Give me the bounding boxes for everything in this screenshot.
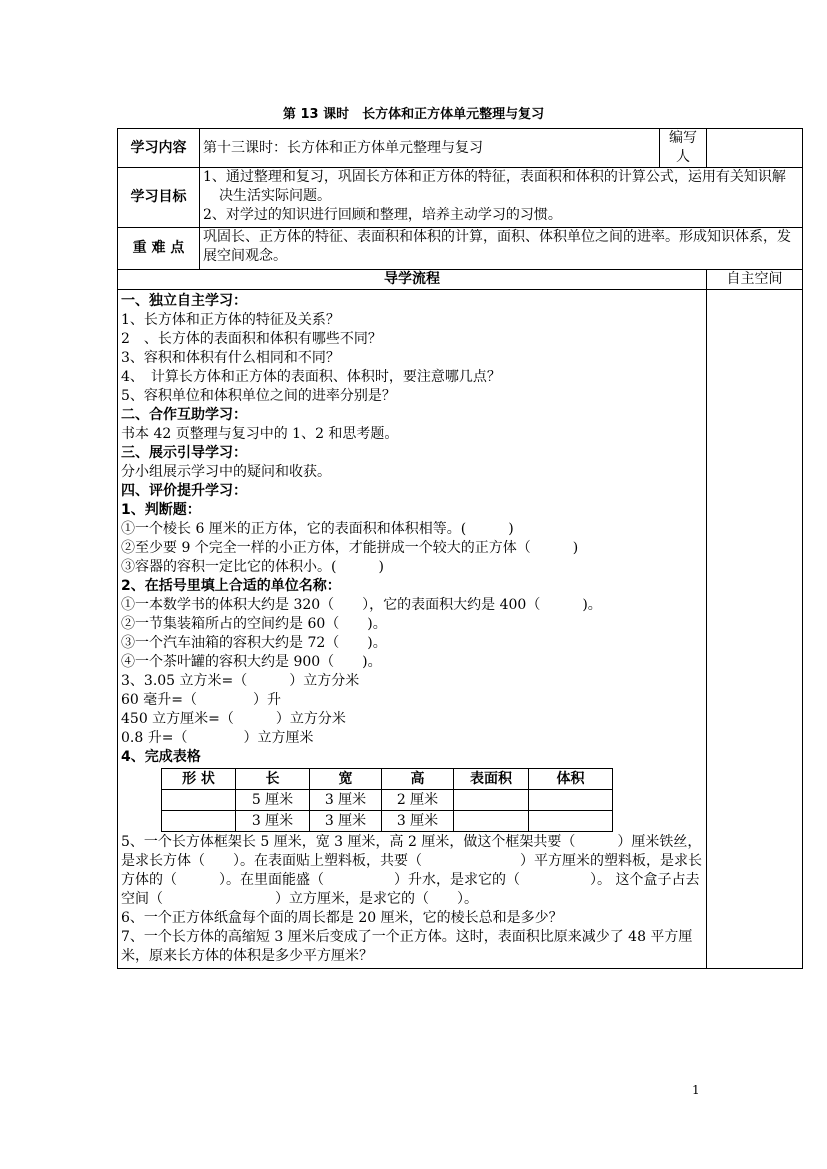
page-number: 1	[692, 1083, 700, 1097]
s1-q4: 4、 计算长方体和正方体的表面积、体积时，要注意哪几点？	[121, 369, 501, 385]
table-cell	[162, 790, 236, 811]
convert-1: 3、3.05 立方米=（ ）立方分米	[121, 673, 360, 689]
s1-q2: 2 、长方体的表面积和体积有哪些不同？	[121, 331, 382, 347]
section4-heading: 四、评价提升学习：	[121, 483, 247, 499]
table-cell	[454, 790, 529, 811]
fill-4: ④一个茶叶罐的容积大约是 900（ )。	[121, 654, 382, 670]
flow-header: 导学流程	[118, 270, 707, 290]
section1-heading: 一、独立自主学习：	[121, 293, 247, 309]
key-points-label: 重 难 点	[118, 228, 200, 270]
section3-heading: 三、展示引导学习：	[121, 445, 247, 461]
table-cell	[454, 811, 529, 832]
fill-heading: 2、在括号里填上合适的单位名称：	[121, 578, 341, 594]
shape-header: 形 状	[162, 769, 236, 790]
goals-label: 学习目标	[118, 168, 200, 228]
page-title: 第 13 课时 长方体和正方体单元整理与复习	[282, 107, 545, 122]
table-row	[162, 790, 613, 811]
table-cell	[529, 811, 613, 832]
fill-3: ③一个汽车油箱的容积大约是 72（ )。	[121, 635, 387, 651]
length-header: 长	[236, 769, 310, 790]
section2-heading: 二、合作互助学习：	[121, 407, 247, 423]
content-value: 第十三课时：长方体和正方体单元整理与复习	[200, 129, 660, 168]
s3-text: 分小组展示学习中的疑问和收获。	[121, 464, 331, 480]
question-5: 5、一个长方体框架长 5 厘米，宽 3 厘米，高 2 厘米，做这个框架共要（ ）厘米铁丝，是求长方体（ ）。在表面贴上塑料板，共要（ ）平方厘米的塑料板，是求长方体的（ ）。在里面能盛（ ）升水，是求它的（ ）。 这个盒子占去空间（ ）立方厘米，是求它的（ ）。	[121, 834, 702, 907]
key-points-text: 巩固长、正方体的特征、表面积和体积的计算，面积、体积单位之间的进率。形成知识体系，发展空间观念。	[200, 228, 803, 270]
convert-2: 60 毫升=（ ）升	[121, 692, 281, 708]
height-header: 高	[382, 769, 454, 790]
judge-2: ②至少要 9 个完全一样的小正方体，才能拼成一个较大的正方体（ )	[121, 540, 579, 556]
table-cell	[162, 811, 236, 832]
table-cell: 3 厘米	[382, 811, 454, 832]
judge-heading: 1、判断题：	[121, 502, 201, 518]
table-cell: 3 厘米	[310, 811, 382, 832]
goals-content	[200, 168, 803, 228]
volume-header: 体积	[529, 769, 613, 790]
question-6: 6、一个正方体纸盒每个面的周长都是 20 厘米，它的棱长总和是多少？	[121, 910, 563, 926]
s1-q3: 3、容积和体积有什么相同和不同？	[121, 350, 340, 366]
flow-content	[118, 290, 707, 969]
content-label: 学习内容	[118, 129, 200, 168]
self-space-area	[707, 290, 803, 969]
goal-item-1: 1、通过整理和复习，巩固长方体和正方体的特征，表面积和体积的计算公式，运用有关知识解决生活实际问题。	[203, 169, 786, 204]
convert-3: 450 立方厘米=（ ）立方分米	[121, 711, 346, 727]
fill-2: ②一节集装箱所占的空间约是 60（ )。	[121, 616, 387, 632]
judge-1: ①一个棱长 6 厘米的正方体，它的表面积和体积相等。( )	[121, 521, 514, 537]
s1-q5: 5、容积单位和体积单位之间的进率分别是？	[121, 388, 396, 404]
table-cell: 3 厘米	[310, 790, 382, 811]
goal-item-2: 2、对学过的知识进行回顾和整理，培养主动学习的习惯。	[203, 207, 562, 223]
table-cell: 2 厘米	[382, 790, 454, 811]
table-heading: 4、完成表格	[121, 749, 201, 765]
table-cell	[529, 790, 613, 811]
s2-text: 书本 42 页整理与复习中的 1、2 和思考题。	[121, 426, 399, 442]
table-cell: 3 厘米	[236, 811, 310, 832]
width-header: 宽	[310, 769, 382, 790]
table-cell: 5 厘米	[236, 790, 310, 811]
shape-table	[161, 768, 613, 832]
question-7: 7、一个长方体的高缩短 3 厘米后变成了一个正方体。这时，表面积比原来减少了 48 平方厘米，原来长方体的体积是多少平方厘米？	[121, 929, 693, 964]
s1-q1: 1、长方体和正方体的特征及关系？	[121, 312, 340, 328]
fill-1: ①一本数学书的体积大约是 320（ ），它的表面积大约是 400（ )。	[121, 597, 602, 613]
author-value	[707, 129, 803, 168]
lesson-table	[117, 128, 803, 969]
author-label: 编写人	[660, 129, 707, 168]
table-row	[162, 811, 613, 832]
surface-area-header: 表面积	[454, 769, 529, 790]
convert-4: 0.8 升=（ ）立方厘米	[121, 730, 314, 746]
judge-3: ③容器的容积一定比它的体积小。( )	[121, 559, 384, 575]
self-space-header: 自主空间	[707, 270, 803, 290]
